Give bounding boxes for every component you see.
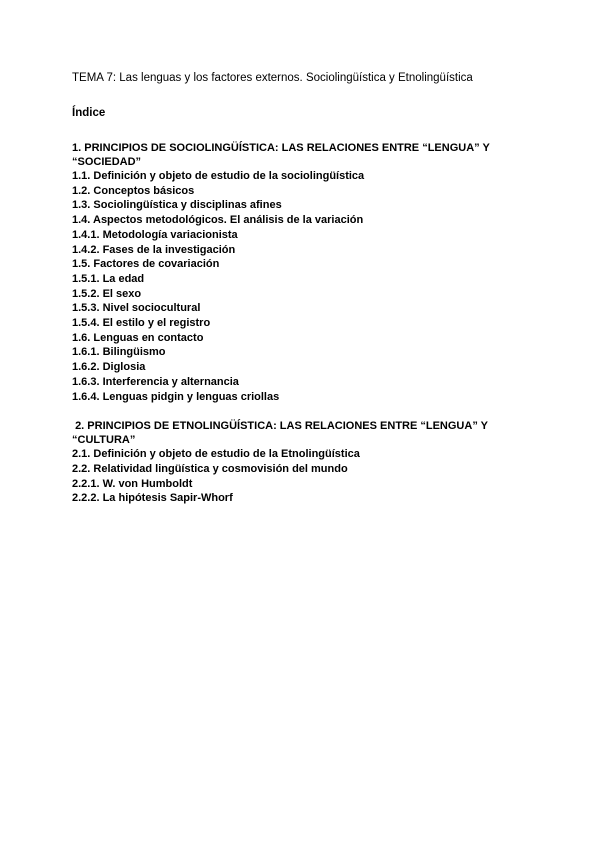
- index-item: 1.6.4. Lenguas pidgin y lenguas criollas: [72, 390, 280, 403]
- index-item: 1.4.2. Fases de la investigación: [72, 243, 236, 256]
- section-heading: 2. PRINCIPIOS DE ETNOLINGÜÍSTICA: LAS RELACIONES ENTRE “LENGUA” Y “CULTURA”: [72, 420, 491, 447]
- index-item: 1.6.2. Diglosia: [72, 361, 146, 374]
- index-item: 1.5.4. El estilo y el registro: [72, 317, 211, 330]
- index-item: 1.6.1. Bilingüismo: [72, 346, 166, 359]
- index-item: 1.5.2. El sexo: [72, 287, 142, 300]
- index-item: 1.4. Aspectos metodológicos. El análisis de la variación: [72, 214, 364, 227]
- section-etnolinguistica: [72, 419, 560, 506]
- index-item: 2.2.2. La hipótesis Sapir-Whorf: [72, 492, 233, 505]
- index-item: 1.5.1. La edad: [72, 272, 145, 285]
- document-title: TEMA 7: Las lenguas y los factores externos. Sociolingüística y Etnolingüística: [72, 72, 473, 84]
- index-item: 2.1. Definición y objeto de estudio de la Etnolingüística: [72, 448, 360, 461]
- index-item: 1.6.3. Interferencia y alternancia: [72, 375, 239, 388]
- section-sociolinguistica: [72, 141, 560, 404]
- section-heading: 1. PRINCIPIOS DE SOCIOLINGÜÍSTICA: LAS RELACIONES ENTRE “LENGUA” Y “SOCIEDAD”: [72, 142, 493, 168]
- index-item: 1.5. Factores de covariación: [72, 258, 220, 271]
- index-item: 1.3. Sociolingüística y disciplinas afines: [72, 199, 282, 212]
- index-item: 1.1. Definición y objeto de estudio de la sociolingüística: [72, 170, 365, 182]
- index-item: 2.2.1. W. von Humboldt: [72, 477, 193, 490]
- index-item: 1.4.1. Metodología variacionista: [72, 228, 238, 241]
- index-item: 1.5.3. Nivel sociocultural: [72, 302, 201, 315]
- index-item: 2.2. Relatividad lingüística y cosmovisión del mundo: [72, 462, 348, 475]
- index-item: 1.2. Conceptos básicos: [72, 184, 195, 197]
- index-heading: Índice: [72, 107, 106, 119]
- index-item: 1.6. Lenguas en contacto: [72, 331, 204, 344]
